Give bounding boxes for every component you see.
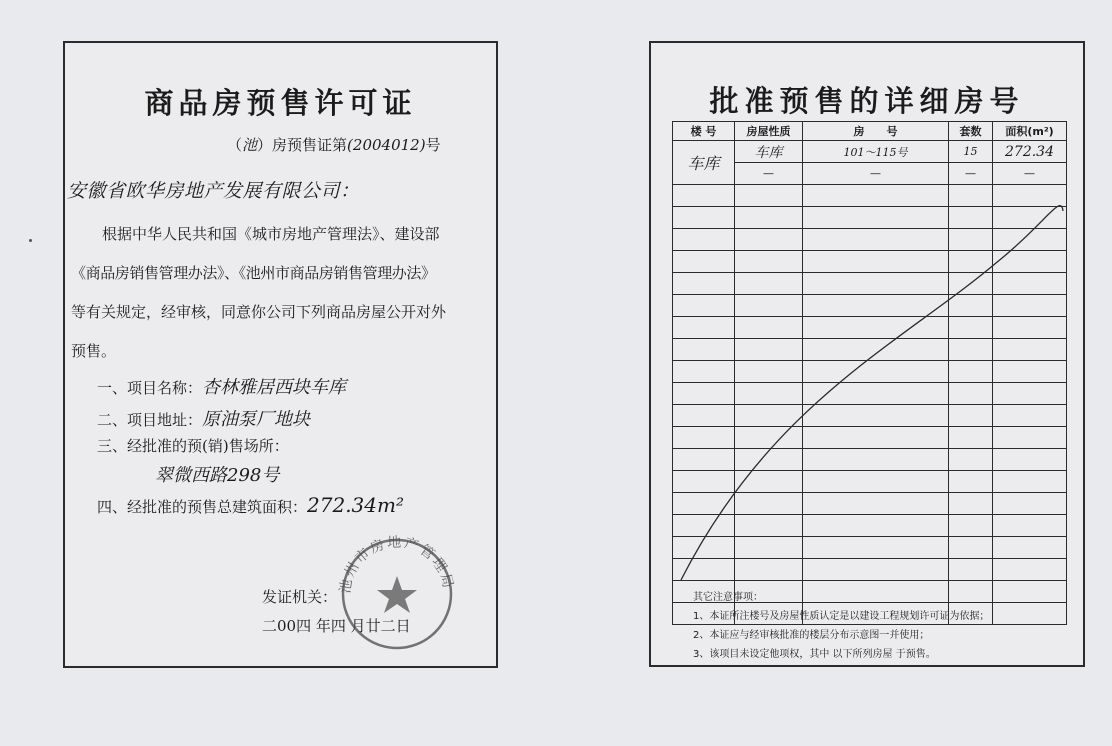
- item-project-address: [97, 405, 310, 431]
- cell-count: —: [949, 163, 993, 185]
- item-total-area: [97, 493, 404, 517]
- item-sales-venue: [97, 435, 289, 456]
- cell-area: 272.34: [993, 141, 1067, 163]
- cell-area: —: [993, 163, 1067, 185]
- paragraph-line-4: 预售。: [71, 342, 117, 360]
- issuer-label: 发证机关：: [262, 588, 338, 606]
- void-strike-curve: [651, 43, 1087, 669]
- speck: [29, 239, 32, 242]
- seal-text: 池州市房地产管理局: [337, 534, 457, 595]
- cert-prefix: （: [227, 136, 243, 154]
- certificate-number-line: [227, 134, 441, 155]
- cell-unit-no: —: [803, 163, 949, 185]
- official-seal-stamp: [332, 532, 462, 652]
- item4-label: 四、经批准的预售总建筑面积：: [97, 498, 308, 516]
- notes-heading: 其它注意事项：: [693, 592, 763, 603]
- header-unit-no: 房 号: [803, 122, 949, 141]
- item3-label: 三、经批准的预(销)售场所：: [97, 437, 289, 455]
- item2-label: 二、项目地址：: [97, 411, 203, 429]
- item3-value: 翠微西路298号: [155, 465, 280, 486]
- item-project-name: [97, 373, 346, 399]
- notes-section: [693, 588, 989, 664]
- units-title: 批准预售的详细房号: [709, 84, 1025, 118]
- header-property-type: 房屋性质: [735, 122, 803, 141]
- issue-date: 二00四 年四 月廿二日: [262, 617, 411, 635]
- cell-count: 15: [949, 141, 993, 163]
- cell-unit-no: 101～115号: [803, 141, 949, 163]
- company-name: 安徽省欧华房地产发展有限公司：: [67, 180, 360, 202]
- note-2: 2、本证应与经审核批准的楼层分布示意图一并使用；: [693, 630, 930, 641]
- cell-type: —: [735, 163, 803, 185]
- item4-value: 272.34m²: [307, 493, 404, 517]
- item2-value: 原油泵厂地块: [202, 409, 311, 430]
- note-3: 3、该项目未设定他项权，其中 以下所列房屋 于预售。: [693, 649, 936, 660]
- header-unit-count: 套数: [949, 122, 993, 141]
- cert-suffix: 号: [425, 136, 441, 154]
- cell-building: 车库: [673, 141, 735, 185]
- paragraph-line-3: 等有关规定，经审核，同意你公司下列商品房屋公开对外: [71, 303, 447, 321]
- header-building-no: 楼 号: [673, 122, 735, 141]
- header-area: 面积(m²): [993, 122, 1067, 141]
- permit-title: 商品房预售许可证: [144, 86, 417, 120]
- item1-value: 杏林雅居西块车库: [202, 377, 347, 398]
- cert-mid: ）房预售证第: [257, 136, 348, 154]
- paragraph-line-2: 《商品房销售管理办法》、《池州市商品房销售管理办法》: [71, 264, 436, 282]
- paragraph-line-1: 根据中华人民共和国《城市房地产管理法》、建设部: [102, 225, 440, 243]
- cell-type: 车库: [735, 141, 803, 163]
- note-1: 1、本证所注楼号及房屋性质认定是以建设工程规划许可证为依据；: [693, 611, 990, 622]
- cert-number: (2004012): [347, 136, 426, 154]
- cert-city: 池: [242, 136, 258, 154]
- item1-label: 一、项目名称：: [97, 379, 203, 397]
- approved-units-panel: [649, 41, 1085, 667]
